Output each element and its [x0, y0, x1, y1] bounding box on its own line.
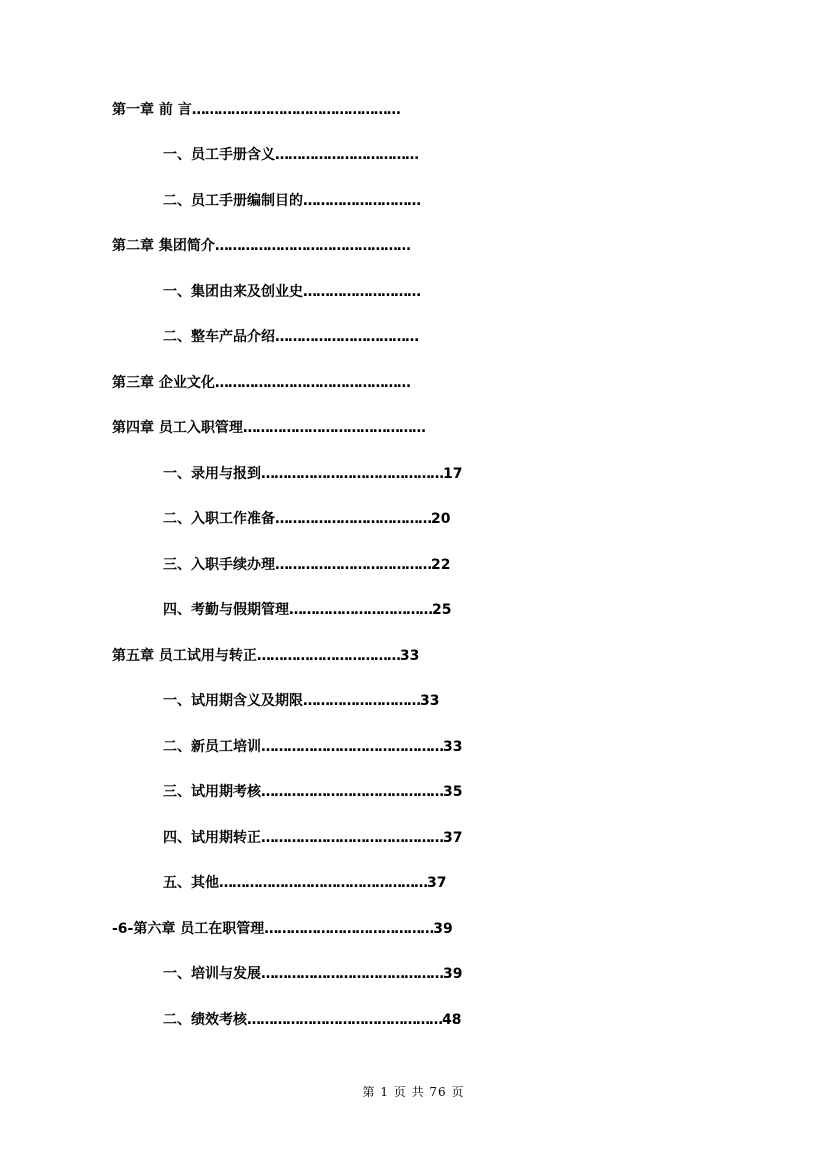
toc-entry-1-2[interactable]	[163, 191, 420, 211]
toc-page-number: 35	[443, 784, 463, 800]
toc-page-number: 48	[442, 1012, 462, 1028]
toc-leader-dots: …………………………………	[264, 921, 434, 937]
toc-entry-label: 四、考勤与假期管理	[163, 602, 289, 618]
toc-entry-label: 二、新员工培训	[163, 739, 261, 755]
toc-leader-dots: ……………………………	[256, 648, 400, 664]
toc-leader-dots: …………………………………………	[191, 102, 400, 118]
toc-entry-label: 二、员工手册编制目的	[163, 193, 303, 209]
toc-entry-4-3[interactable]	[163, 555, 450, 575]
toc-entry-2-2[interactable]	[163, 327, 418, 347]
toc-entry-label: 二、整车产品介绍	[163, 329, 275, 345]
toc-leader-dots: ………………………………	[275, 511, 431, 527]
toc-page-number: 20	[431, 511, 451, 527]
toc-entry-5-4[interactable]	[163, 828, 462, 848]
toc-entry-label: 第一章 前 言	[112, 102, 192, 118]
toc-entry-5-5[interactable]	[163, 873, 446, 893]
toc-leader-dots: ……………………………	[289, 602, 432, 618]
toc-entry-5-1[interactable]	[163, 691, 439, 711]
toc-leader-dots: ……………………………………	[261, 830, 443, 846]
toc-page-number: 39	[433, 921, 453, 937]
toc-leader-dots: ………………………	[303, 193, 420, 209]
toc-entry-chapter-6[interactable]	[112, 919, 453, 939]
toc-leader-dots: ………………………	[303, 693, 420, 709]
toc-entry-label: 三、入职手续办理	[163, 557, 275, 573]
toc-entry-6-1[interactable]	[163, 964, 462, 984]
toc-entry-label: 第三章 企业文化	[112, 375, 215, 391]
toc-entry-chapter-4[interactable]	[112, 418, 425, 438]
toc-leader-dots: ………………………	[303, 284, 420, 300]
toc-entry-5-2[interactable]	[163, 737, 462, 757]
toc-page-number: 33	[399, 648, 420, 664]
toc-leader-dots: ……………………………………	[261, 739, 443, 755]
toc-entry-label: 二、绩效考核	[163, 1012, 247, 1028]
toc-entry-label: 第四章 员工入职管理	[112, 420, 243, 436]
toc-entry-chapter-5[interactable]	[112, 646, 419, 666]
toc-entry-label: 一、集团由来及创业史	[163, 284, 303, 300]
page-footer: 第 1 页 共 76 页	[362, 1085, 465, 1099]
toc-page-number: 33	[443, 739, 463, 755]
toc-page-number: 39	[443, 966, 463, 982]
toc-entry-label: -6-第六章 员工在职管理	[112, 921, 265, 937]
toc-entry-chapter-1[interactable]	[112, 100, 400, 120]
toc-page-number: 37	[443, 830, 463, 846]
toc-leader-dots: ……………………………	[275, 147, 418, 163]
toc-entry-chapter-2[interactable]	[112, 236, 410, 256]
toc-entry-2-1[interactable]	[163, 282, 420, 302]
toc-leader-dots: ……………………………………	[261, 966, 443, 982]
toc-entry-label: 二、入职工作准备	[163, 511, 275, 527]
toc-entry-chapter-3[interactable]	[112, 373, 410, 393]
toc-entry-4-2[interactable]	[163, 509, 450, 529]
toc-page-number: 25	[432, 602, 452, 618]
toc-entry-label: 四、试用期转正	[163, 830, 261, 846]
toc-entry-1-1[interactable]	[163, 145, 418, 165]
toc-entry-label: 三、试用期考核	[163, 784, 261, 800]
toc-page-number: 37	[427, 875, 447, 891]
toc-leader-dots: …………………………………………	[219, 875, 427, 891]
toc-entry-label: 一、员工手册含义	[163, 147, 275, 163]
toc-leader-dots: ………………………………………	[214, 375, 410, 391]
toc-page-number: 17	[443, 466, 463, 482]
toc-leader-dots: ………………………………………	[247, 1012, 442, 1028]
toc-leader-dots: ………………………………………	[214, 238, 410, 254]
toc-page-number: 33	[420, 693, 440, 709]
toc-entry-label: 第五章 员工试用与转正	[112, 648, 257, 664]
toc-entry-6-2[interactable]	[163, 1010, 461, 1030]
toc-entry-4-4[interactable]	[163, 600, 451, 620]
toc-entry-label: 一、试用期含义及期限	[163, 693, 303, 709]
toc-entry-label: 一、录用与报到	[163, 466, 261, 482]
toc-leader-dots: ……………………………………	[242, 420, 425, 436]
toc-entry-label: 一、培训与发展	[163, 966, 261, 982]
toc-entry-label: 五、其他	[163, 875, 219, 891]
toc-leader-dots: ……………………………………	[261, 466, 443, 482]
toc-page-number: 22	[431, 557, 451, 573]
toc-entry-5-3[interactable]	[163, 782, 462, 802]
toc-leader-dots: ……………………………………	[261, 784, 443, 800]
toc-entry-4-1[interactable]	[163, 464, 462, 484]
toc-leader-dots: ……………………………	[275, 329, 418, 345]
toc-leader-dots: ………………………………	[275, 557, 431, 573]
toc-entry-label: 第二章 集团简介	[112, 238, 215, 254]
